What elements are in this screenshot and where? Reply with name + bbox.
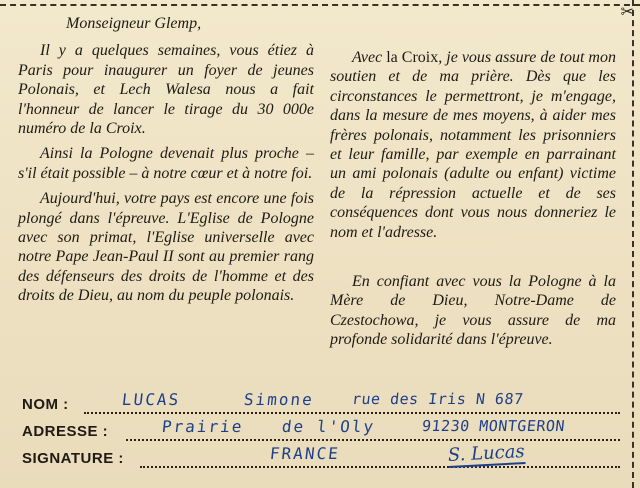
dashed-cut-line-right xyxy=(632,0,638,488)
letter-paragraph: Aujourd'hui, votre pays est encore une fois plongé dans l'épreuve. L'Eglise de Pologne avec son primat, l'Eglise universelle avec notre Pape Jean-Paul II sont au premier rang des défenseurs des droits de l'homme et des droits de Dieu, au nom du peuple polonais. xyxy=(18,190,314,305)
adresse-value-city: 91230 MONTGERON xyxy=(421,417,566,435)
letter-paragraph: Ainsi la Pologne devenait plus proche – s'il était possible – à notre cœur et à notre foi. xyxy=(18,145,314,182)
salutation: Monseigneur Glemp, xyxy=(66,15,202,32)
adresse-value-locality: de l'Oly xyxy=(281,417,377,436)
dashed-cut-line-top xyxy=(0,0,640,6)
adresse-row xyxy=(22,417,622,444)
letter-left-column xyxy=(18,14,314,312)
newspaper-name: la Croix xyxy=(386,49,439,66)
nom-value-surname: LUCAS xyxy=(121,390,182,409)
letter-paragraph xyxy=(330,48,616,242)
signature-value-country: FRANCE xyxy=(269,444,341,463)
signature-label: SIGNATURE : xyxy=(22,450,124,467)
scissors-icon: ✂ xyxy=(620,2,634,21)
letter-right-column xyxy=(330,48,616,356)
handwritten-signature: S. Lucas xyxy=(447,441,526,466)
letter-paragraph: Il y a quelques semaines, vous étiez à Paris pour inaugurer un foyer de jeunes Polonais, et Lech Walesa nous a fait l'honneur de lancer le tirage du 30 000e numéro de la Croix. xyxy=(18,42,314,138)
reply-form xyxy=(22,390,622,471)
paragraph-prefix: Avec xyxy=(352,49,387,66)
nom-value-street: rue des Iris N 687 xyxy=(351,390,525,408)
nom-value-firstname: Simone xyxy=(243,390,315,409)
letter-closing: En confiant avec vous la Pologne à la Mère de Dieu, Notre-Dame de Czestochowa, je vous assure de ma profonde solidarité dans l'épreuve. xyxy=(330,273,616,349)
nom-row xyxy=(22,390,622,417)
signature-field[interactable] xyxy=(140,452,620,468)
signature-row xyxy=(22,441,622,471)
paragraph-text: , je vous assure de tout mon soutien et de ma prière. Dès que les circonstances le permettront, je m'engage, dans la mesure de mes moyens, à aider mes frères polonais, notamment les prisonniers et leur famille, par exemple en parrainant un ami polonais (adulte ou enfant) victime de la répression actuelle et de ses conséquences dont vous nous donneriez le nom et l'adresse. xyxy=(330,49,616,241)
adresse-label: ADRESSE : xyxy=(22,423,109,440)
nom-label: NOM : xyxy=(22,396,69,413)
adresse-value-place: Prairie xyxy=(161,417,245,436)
